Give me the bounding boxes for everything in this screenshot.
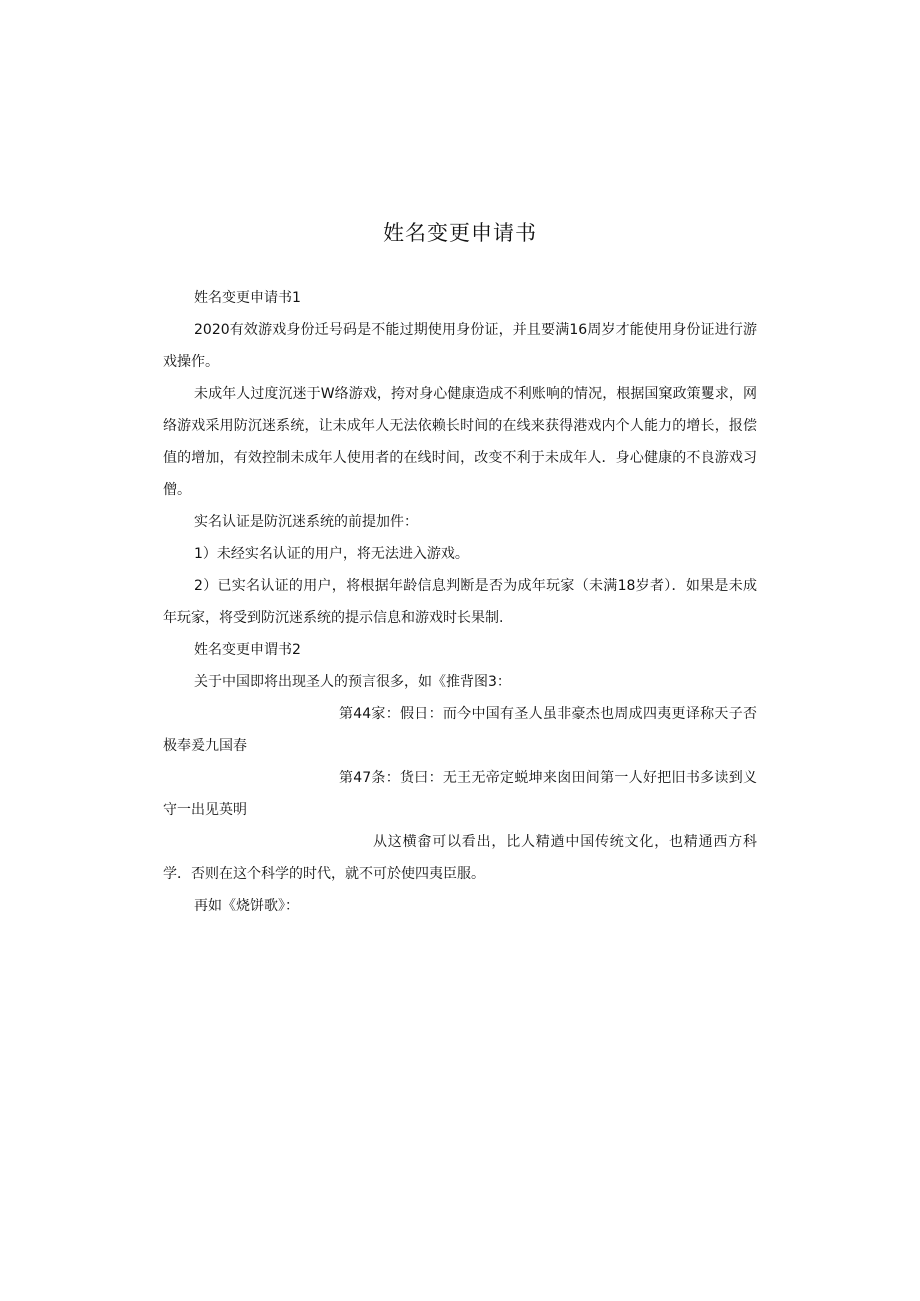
quote-item-47: 第47条：货曰：无王无帝定蜕坤来囱田间第一人好把旧书多读到义守一出见英明 <box>163 770 757 818</box>
paragraph-anti-addiction: 未成年人过度沉迷于W络游戏，挎对身心健康造成不利账响的情况，根据国窠政策矍求，网络游戏采用防沉迷系统，让未成年人无法依赖长时间的在线来获得港戏内个人能力的增长，报偿值的增加，有效控制未成年人使用者的在线时间，改变不利于未成年人．身心健康的不良游戏习僧。 <box>163 386 757 498</box>
paragraph-prophecy-intro: 关于中国即将出现圣人的预言很多，如《推背图3： <box>194 674 511 690</box>
paragraph-shaobing-ge: 再如《烧饼歌》： <box>194 898 299 914</box>
paragraph-heading-1: 姓名变更申请书1 <box>194 290 301 306</box>
list-item-1: 1）未经实名认证的用户，将无法进入游戏。 <box>194 546 469 562</box>
paragraph-real-name-condition: 实名认证是防沉迷系统的前提加件： <box>194 514 418 530</box>
paragraph-analysis: 从这横畲可以看出，比人精遒中国传统文化，也精通西方科学．否则在这个科学的时代，就不可於使四夷臣服。 <box>163 834 757 882</box>
paragraph-heading-2: 姓名变更申谓书2 <box>194 642 301 658</box>
paragraph-id-rule: 2020有效游戏身份迁号码是不能过期使用身份证，并且要满16周岁才能使用身份证进行游戏操作。 <box>163 322 757 370</box>
quote-item-44: 第44家：假日：而今中国有圣人虽非豪杰也周成四夷更译称天子否极奉爰九国春 <box>163 706 757 754</box>
document-title: 姓名变更申请书 <box>383 221 537 245</box>
document-body <box>163 282 757 922</box>
list-item-2: 2）已实名认证的用户，将根据年龄信息判断是否为成年玩家（未满18岁者）．如果是未成年玩家，将受到防沉迷系统的提示信息和游戏时长果制. <box>163 578 757 626</box>
